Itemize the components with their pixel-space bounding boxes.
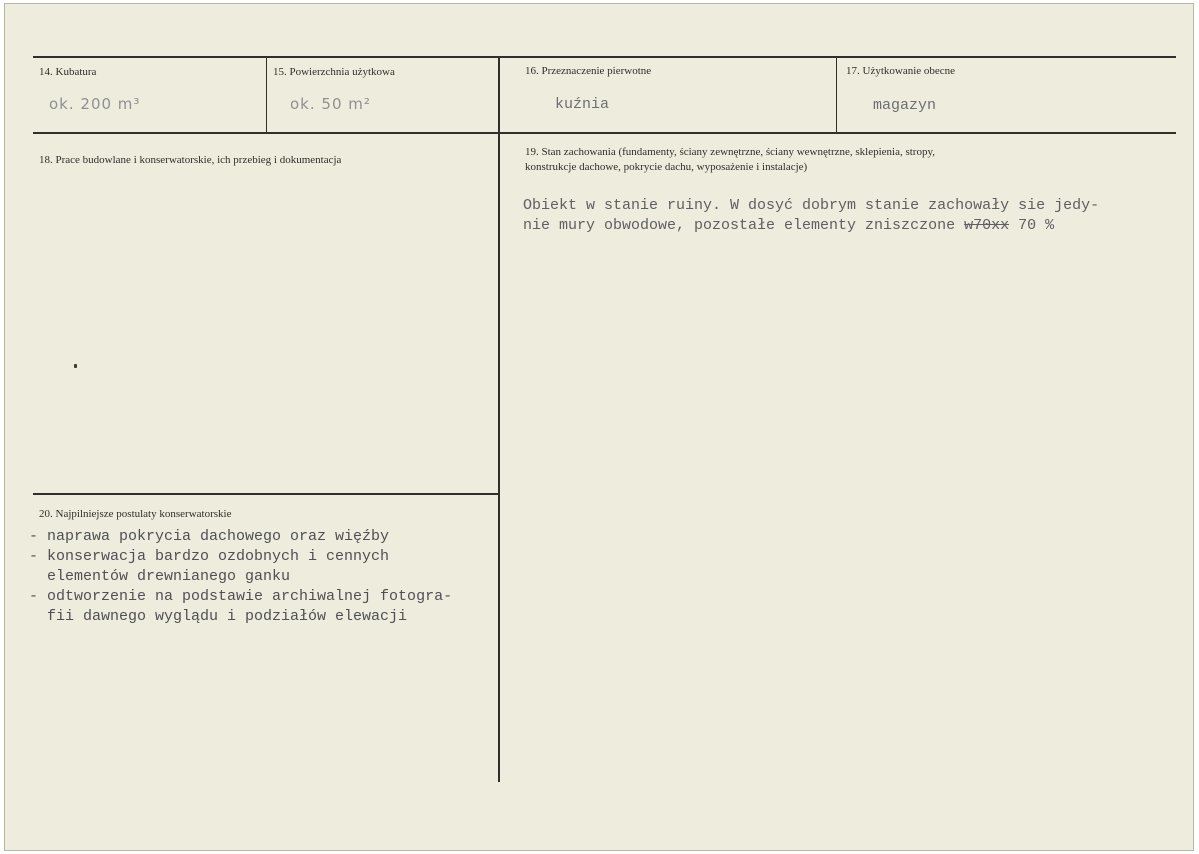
field-16-label: 16. Przeznaczenie pierwotne [525, 65, 652, 77]
field-19-text-line2-a: nie mury obwodowe, pozostałe elementy zniszczone [523, 217, 965, 234]
field-18-label: 18. Prace budowlane i konserwatorskie, ich przebieg i dokumentacja [39, 154, 342, 166]
field-20-label: 20. Najpilniejsze postulaty konserwatorskie [39, 508, 232, 520]
field-15-label: 15. Powierzchnia użytkowa [273, 66, 395, 78]
field-17-label: 17. Użytkowanie obecne [846, 65, 956, 77]
field-19-label-line2: konstrukcje dachowe, pokrycie dachu, wyposażenie i instalacje) [525, 161, 808, 173]
field-20-line-4: - odtworzenie na podstawie archiwalnej fotogra- [29, 588, 453, 605]
divider-15-16 [498, 58, 500, 782]
mid-rule [33, 132, 1176, 134]
field-20-line-5: fii dawnego wyglądu i podziałów elewacji [29, 608, 408, 625]
field-20-line-2: - konserwacja bardzo ozdobnych i cennych [29, 548, 390, 565]
divider-14-15 [266, 58, 267, 133]
field-20-line-1: - naprawa pokrycia dachowego oraz więźby [29, 528, 390, 545]
field-16-value: kuźnia [555, 96, 610, 113]
left-split-rule [33, 493, 499, 495]
field-19-struck-text: w70xx [964, 217, 1010, 234]
field-19-text-line2-b: 70 % [1009, 217, 1055, 234]
field-15-value: ok. 50 m² [290, 95, 371, 113]
top-rule [33, 56, 1176, 58]
ink-dot [74, 364, 77, 368]
field-19-label-line1: 19. Stan zachowania (fundamenty, ściany zewnętrzne, ściany wewnętrzne, sklepienia, stropy, [525, 146, 936, 158]
field-19-text-line1: Obiekt w stanie ruiny. W dosyć dobrym stanie zachowały sie jedy- [523, 197, 1100, 214]
field-20-line-3: elementów drewnianego ganku [29, 568, 291, 585]
field-14-label: 14. Kubatura [39, 66, 97, 78]
divider-16-17 [836, 58, 837, 133]
field-14-value: ok. 200 m³ [49, 95, 141, 113]
field-19-text-line2 [523, 216, 1054, 236]
field-17-value: magazyn [873, 97, 937, 114]
inventory-card [4, 3, 1194, 851]
